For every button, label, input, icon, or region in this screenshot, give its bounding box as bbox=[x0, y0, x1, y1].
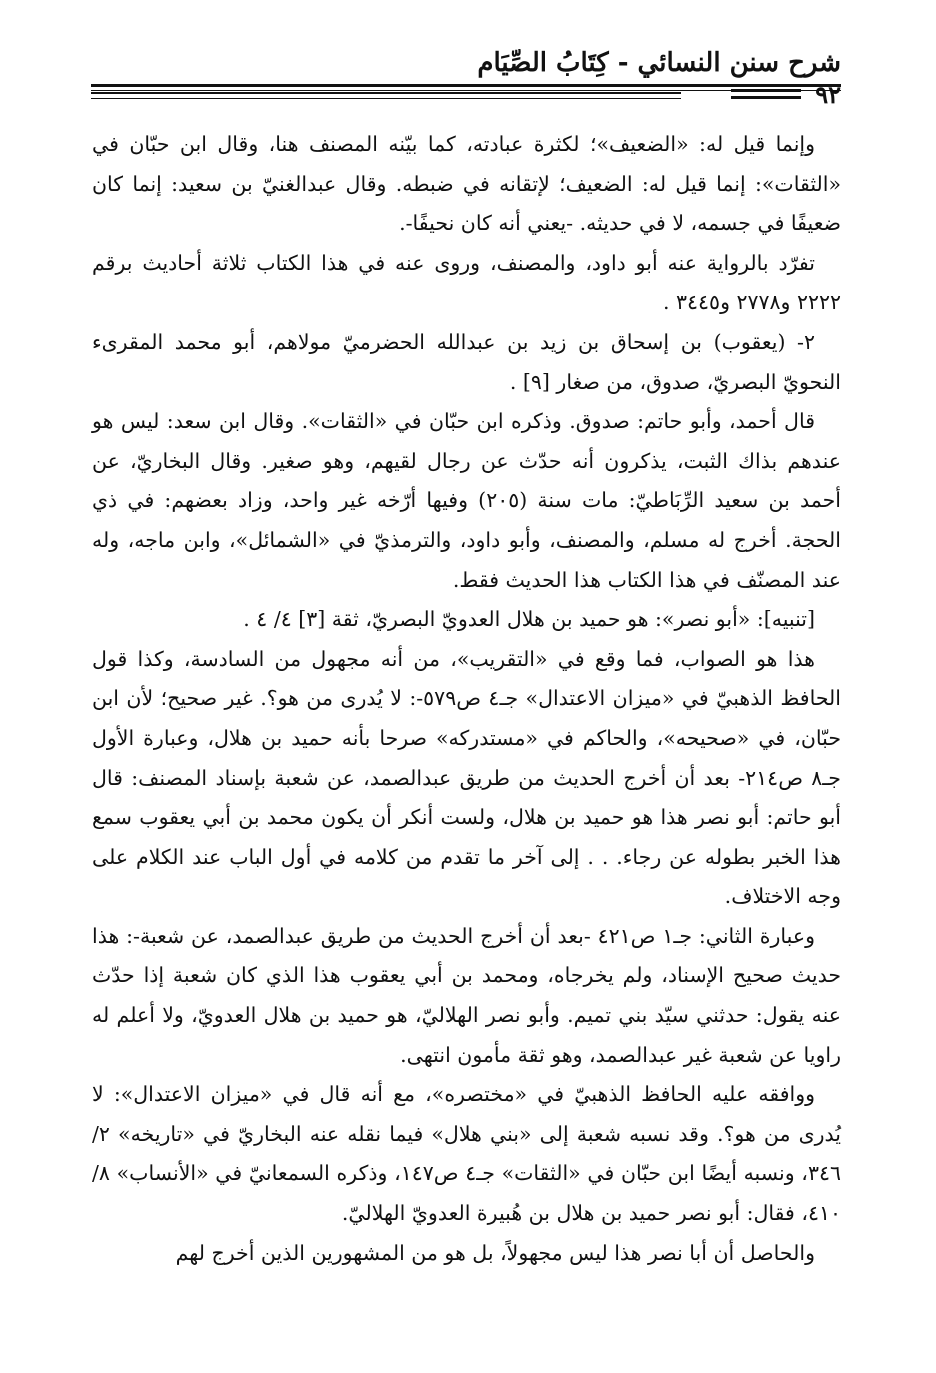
page-number-block bbox=[691, 80, 841, 108]
folio-line bbox=[91, 80, 841, 110]
paragraph: وعبارة الثاني: جـ١ ص٤٢١ -بعد أن أخرج الحديث من طريق عبدالصمد، عن شعبة-: هذا حديث صحيح الإسناد، ولم يخرجاه، ومحمد بن أبي يعقوب هذا الذي كان شعبة إذا حدّث عنه يقول: حدثني سيّد بني تميم. وأبو نصر الهلاليّ، هو حميد بن هلال العدويّ، ولا أعلم له راويا عن شعبة غير عبدالصمد، وهو ثقة مأمون انتهى. bbox=[92, 923, 841, 1067]
paragraph: تفرّد بالرواية عنه أبو داود، والمصنف، وروى عنه في هذا الكتاب ثلاثة أحاديث برقم ٢٢٢٢ و٢٧٧٨ و٣٤٤٥ . bbox=[92, 250, 841, 315]
paragraph: ووافقه عليه الحافظ الذهبيّ في «مختصره»، مع أنه قال في «ميزان الاعتدال»: لا يُدرى من هو؟. وقد نسبه شعبة إلى «بني هلال» فيما نقله عنه البخاريّ في «تاريخه» ٢/ ٣٤٦، ونسبه أيضًا ابن حبّان في «الثقات» جـ٤ ص١٤٧، وذكره السمعانيّ في «الأنساب» ٨/ ٤١٠، فقال: أبو نصر حميد بن هلال بن هُبيرة العدويّ الهلاليّ. bbox=[92, 1082, 841, 1226]
page-number-ornament bbox=[731, 89, 801, 99]
paragraph: [تنبيه]: «أبو نصر»: هو حميد بن هلال العدويّ البصريّ، ثقة [٣] ٤/ ٤ . bbox=[243, 607, 815, 632]
paragraph: ٢- (يعقوب) بن إسحاق بن زيد بن عبدالله الحضرميّ مولاهم، أبو محمد المقرىء النحويّ البصريّ، صدوق، من صغار [٩] . bbox=[92, 329, 841, 394]
page-number: ٩٢ bbox=[815, 79, 841, 109]
folio-rule-thin bbox=[91, 98, 681, 99]
paragraph: وإنما قيل له: «الضعيف»؛ لكثرة عبادته، كما بيّنه المصنف هنا، وقال ابن حبّان في «الثقات»: إنما قيل له: الضعيف؛ لإتقانه في ضبطه. وقال عبدالغنيّ بن سعيد: إنما كان ضعيفًا في جسمه، لا في حديثه. -يعني أنه كان نحيفًا-. bbox=[92, 132, 841, 236]
paragraph: قال أحمد، وأبو حاتم: صدوق. وذكره ابن حبّان في «الثقات». وقال ابن سعد: ليس هو عندهم بذاك الثبت، يذكرون أنه حدّث عن رجال لقيهم، وهو صغير. وقال البخاريّ، عن أحمد بن سعيد الرِّبَاطيّ: مات سنة (٢٠٥) وفيها أرّخه غير واحد، وزاد بعضهم: في ذي الحجة. أخرج له مسلم، والمصنف، وأبو داود، والترمذيّ في «الشمائل»، وابن ماجه، وله عند المصنّف في هذا الكتاب هذا الحديث فقط. bbox=[92, 409, 841, 592]
body-text bbox=[92, 125, 841, 1273]
paragraph: هذا هو الصواب، فما وقع في «التقريب»، من أنه مجهول من السادسة، وكذا قول الحافظ الذهبيّ في «ميزان الاعتدال» جـ٤ ص٥٧٩-: لا يُدرى من هو؟. غير صحيح؛ لأن ابن حبّان، في «صحيحه»، والحاكم في «مستدركه» صرحا بأنه حميد بن هلال، وعبارة الأول جـ٨ ص٢١٤- بعد أن أخرج الحديث من طريق عبدالصمد، عن شعبة بإسناد المصنف: قال أبو حاتم: أبو نصر هذا هو حميد بن هلال، ولست أنكر أن يكون محمد بن أبي يعقوب سمع هذا الخبر بطوله عن رجاء. . . إلى آخر ما تقدم من كلامه في أول الباب عند الكلام على وجه الاختلاف. bbox=[92, 646, 841, 909]
running-title: شرح سنن النسائي - كِتَابُ الصِّيَام bbox=[477, 48, 841, 78]
paragraph: والحاصل أن أبا نصر هذا ليس مجهولاً، بل هو من المشهورين الذين أخرج لهم bbox=[175, 1240, 815, 1265]
folio-rule bbox=[91, 92, 681, 94]
